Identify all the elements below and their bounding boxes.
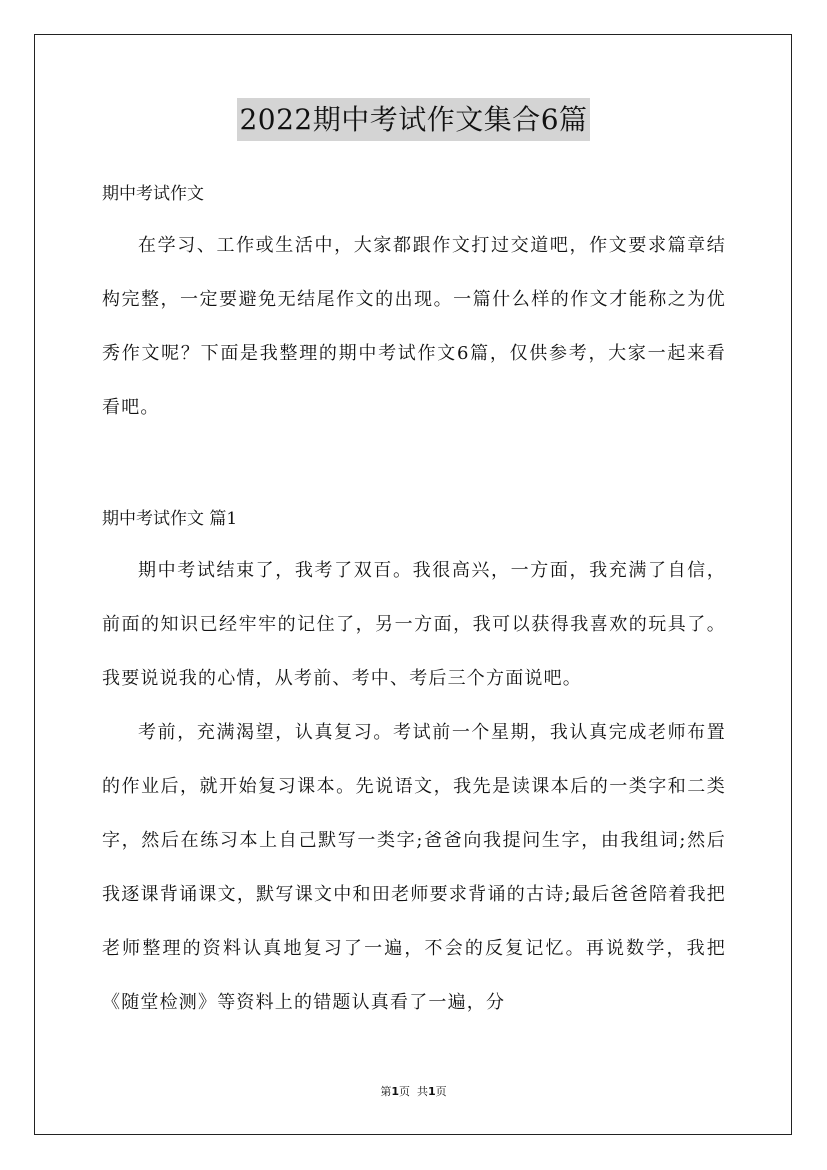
intro-heading: 期中考试作文 <box>102 184 204 204</box>
section1-paragraph-1: 期中考试结束了，我考了双百。我很高兴，一方面，我充满了自信，前面的知识已经牢牢的记住了，另一方面，我可以获得我喜欢的玩具了。我要说说我的心情，从考前、考中、考后三个方面说吧。 <box>102 560 726 689</box>
section1-heading: 期中考试作文 篇1 <box>102 509 238 529</box>
title-container <box>0 98 827 141</box>
page-suffix: 页 <box>399 1085 410 1098</box>
total-suffix: 页 <box>435 1085 447 1098</box>
page-prefix: 第 <box>380 1085 392 1098</box>
section1-body <box>102 544 726 1030</box>
section1-paragraph-2: 考前，充满渴望，认真复习。考试前一个星期，我认真完成老师布置的作业后，就开始复习课本。先说语文，我先是读课本后的一类字和二类字，然后在练习本上自己默写一类字;爸爸向我提问生字，由我组词;然后我逐课背诵课文，默写课文中和田老师要求背诵的古诗;最后爸爸陪着我把老师整理的资料认真地复习了一遍，不会的反复记忆。再说数学，我把《随堂检测》等资料上的错题认真看了一遍，分 <box>102 722 726 1013</box>
intro-paragraph: 在学习、工作或生活中，大家都跟作文打过交道吧，作文要求篇章结构完整，一定要避免无结尾作文的出现。一篇什么样的作文才能称之为优秀作文呢？下面是我整理的期中考试作文6篇，仅供参考，大家一起来看看吧。 <box>102 235 726 418</box>
page-number: 1 <box>391 1085 399 1098</box>
document-title: 2022期中考试作文集合6篇 <box>237 98 589 141</box>
intro-section <box>102 219 726 435</box>
total-pages: 1 <box>428 1085 436 1098</box>
page-footer <box>0 1083 827 1099</box>
total-prefix: 共 <box>417 1085 428 1098</box>
